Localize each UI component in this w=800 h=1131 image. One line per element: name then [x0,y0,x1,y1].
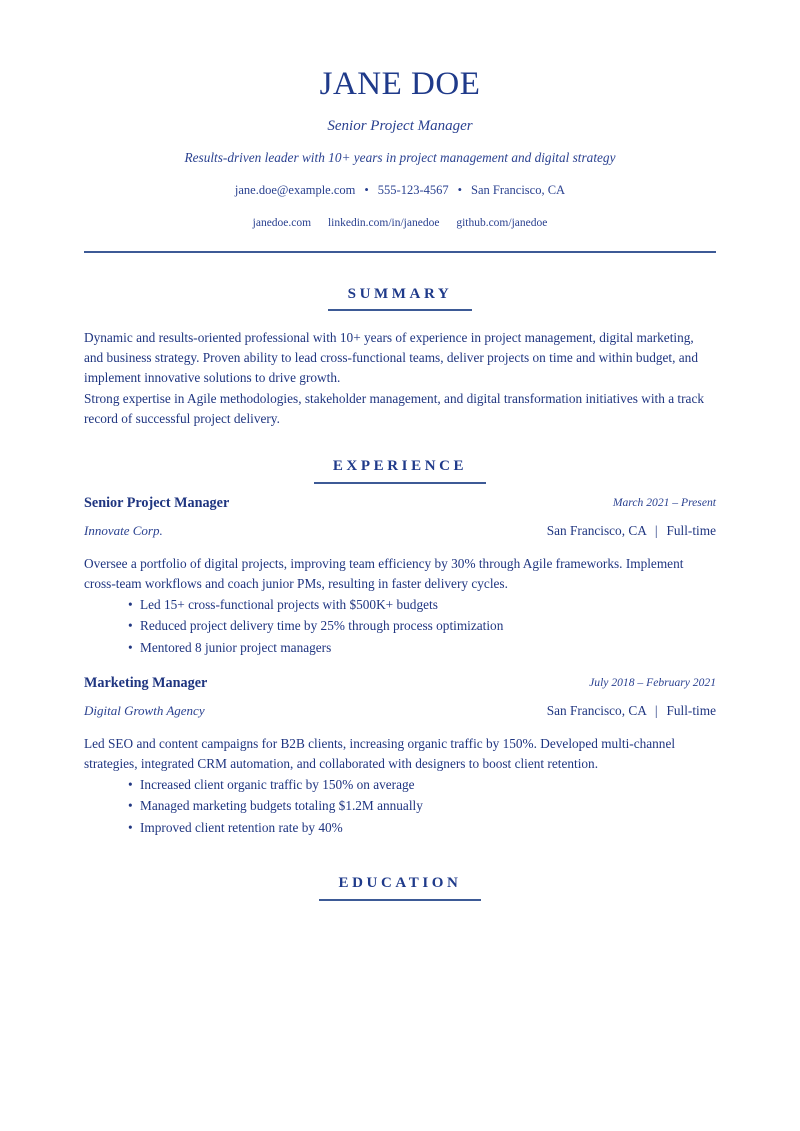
summary-line: and business strategy. Proven ability to lead cross-functional teams, deliver projects on time and within budget, and [84,350,698,366]
location-text: San Francisco, CA [471,183,566,197]
bullet-icon: • [128,819,133,835]
bullet-icon: • [128,798,133,814]
bullet-item [128,774,423,795]
job-meta [547,523,716,539]
education-heading-label: EDUCATION [338,875,462,891]
bullet-separator-icon: • [457,183,462,197]
summary-text [84,328,724,429]
candidate-name: JANE DOE [319,66,481,102]
phone-text: 555-123-4567 [377,183,449,197]
email-text: jane.doe@example.com [234,183,356,197]
experience-heading-underline [314,482,486,484]
bullet-item [128,615,503,636]
bullet-text: Mentored 8 junior project managers [140,639,332,655]
job-description-line: Led SEO and content campaigns for B2B clients, increasing organic traffic by 150%. Developed multi-channel [84,736,676,751]
bullet-item [128,594,503,615]
job-bullets [128,774,423,838]
summary-line: Dynamic and results-oriented professional with 10+ years of experience in project management, digital marketing, [84,330,694,345]
bullet-item [128,795,423,816]
summary-line: record of successful project delivery. [84,410,280,426]
bullet-icon: • [128,597,133,612]
candidate-tagline: Results-driven leader with 10+ years in project management and digital strategy [184,150,616,165]
summary-line: implement innovative solutions to drive growth. [84,370,341,386]
header-divider [84,251,716,253]
bullet-item [128,817,423,838]
bullet-item [128,637,503,658]
job-description-line: strategies, integrated CRM automation, and collaborated with designers to boost client retention. [84,756,599,772]
job-company: Digital Growth Agency [84,703,205,718]
website-link[interactable]: janedoe.com [252,217,312,229]
job-bullets [128,594,503,658]
summary-heading [84,285,716,303]
job-type: Full-time [666,703,716,718]
linkedin-link[interactable]: linkedin.com/in/janedoe [327,217,440,229]
bullet-icon: • [128,618,133,634]
bullet-text: Reduced project delivery time by 25% through process optimization [140,618,504,634]
bullet-text: Increased client organic traffic by 150% on average [140,777,415,792]
bullet-text: Improved client retention rate by 40% [140,819,343,835]
job-location: San Francisco, CA [546,523,647,538]
pipe-separator: | [654,523,658,538]
summary-heading-underline [328,309,472,311]
pipe-separator: | [654,703,658,718]
job-title: Marketing Manager [84,675,208,691]
bullet-icon: • [128,777,133,792]
job-description [84,734,724,774]
job-company: Innovate Corp. [84,523,163,538]
job-type: Full-time [666,523,716,538]
bullet-text: Managed marketing budgets totaling $1.2M annually [140,798,423,814]
education-heading [84,874,716,892]
candidate-title: Senior Project Manager [327,118,473,134]
experience-heading-label: EXPERIENCE [332,458,468,474]
job-location: San Francisco, CA [546,703,647,718]
job-meta [547,703,716,719]
bullet-text: Led 15+ cross-functional projects with $500K+ budgets [140,597,438,612]
job-dates: July 2018 – February 2021 [589,676,716,689]
job-dates: March 2021 – Present [612,496,716,509]
bullet-icon: • [128,639,133,655]
profile-links [84,217,716,229]
job-description [84,554,724,594]
github-link[interactable]: github.com/janedoe [456,217,548,229]
job-title: Senior Project Manager [84,495,230,511]
bullet-separator-icon: • [364,183,369,197]
contact-info [84,183,716,198]
job-description-line: cross-team workflows and coach junior PMs, resulting in faster delivery cycles. [84,576,508,592]
summary-line: Strong expertise in Agile methodologies, stakeholder management, and digital transformation initiatives with a track [84,390,704,406]
job-description-line: Oversee a portfolio of digital projects, improving team efficiency by 30% through Agile frameworks. Implement [84,556,684,571]
summary-heading-label: SUMMARY [347,286,453,302]
experience-heading [84,457,716,475]
education-heading-underline [319,899,481,901]
